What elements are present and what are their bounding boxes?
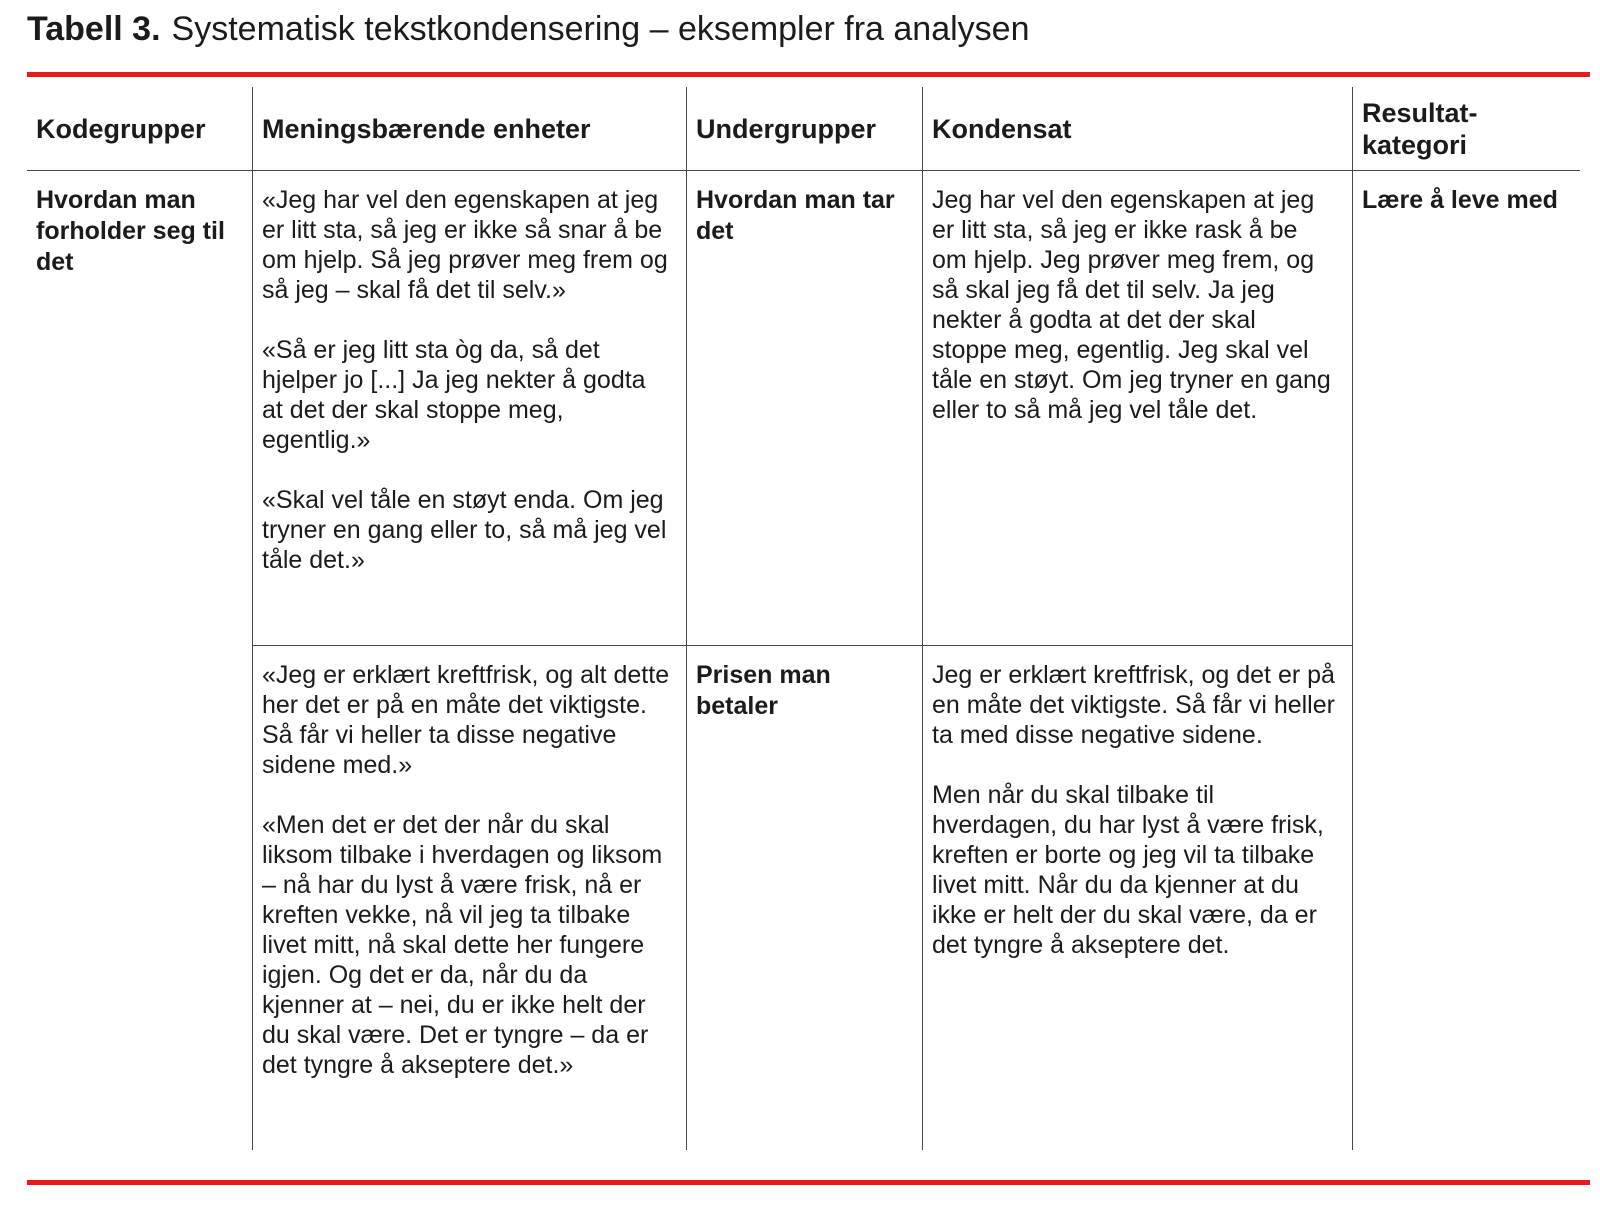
top-red-rule <box>27 72 1590 77</box>
cell-undergruppe-1: Hvordan man tar det <box>686 171 922 646</box>
header-kodegrupper: Kodegrupper <box>27 87 252 171</box>
cell-resultatkategori: Lære å leve med <box>1352 171 1580 1150</box>
table-caption-label: Tabell 3. <box>27 10 161 48</box>
header-undergrupper: Undergrupper <box>686 87 922 171</box>
table-caption-text: Systematisk tekstkondensering – eksempler fra analysen <box>171 10 1030 48</box>
bottom-red-rule <box>27 1180 1590 1185</box>
header-meningsbaerende-enheter: Meningsbærende enheter <box>252 87 686 171</box>
cell-meaning-units-1: «Jeg har vel den egenskapen at jeg er litt sta, så jeg er ikke så snar å be om hjelp. Så jeg prøver meg frem og så jeg – skal få det til selv.» «Så er jeg litt sta òg da, så det hjelper jo [...] Ja jeg nekter å godta at det der skal stoppe meg, egentlig.» «Skal vel tåle en støyt enda. Om jeg tryner en gang eller to, så må jeg vel tåle det.» <box>252 171 686 646</box>
table-caption <box>27 8 1030 50</box>
cell-undergruppe-2: Prisen man betaler <box>686 646 922 1150</box>
header-kondensat: Kondensat <box>922 87 1352 171</box>
cell-kondensat-2: Jeg er erklært kreftfrisk, og det er på en måte det viktigste. Så får vi heller ta med disse negative sidene. Men når du skal tilbake til hverdagen, du har lyst å være frisk, kreften er borte og jeg vil ta tilbake livet mitt. Når du da kjenner at du ikke er helt der du skal være, da er det tyngre å akseptere det. <box>922 646 1352 1150</box>
analysis-table <box>27 87 1580 1150</box>
header-resultatkategori: Resultat-kategori <box>1352 87 1580 171</box>
cell-kodegruppe: Hvordan man forholder seg til det <box>36 186 225 276</box>
cell-meaning-units-2: «Jeg er erklært kreftfrisk, og alt dette her det er på en måte det viktigste. Så får vi heller ta disse negative sidene med.» «Men det er det der når du skal liksom tilbake i hverdagen og liksom – nå har du lyst å være frisk, nå er kreften vekke, nå vil jeg ta tilbake livet mitt, nå skal dette her fungere igjen. Og det er da, når du da kjenner at – nei, du er ikke helt der du skal være. Det er tyngre – da er det tyngre å akseptere det.» <box>252 646 686 1150</box>
cell-kondensat-1: Jeg har vel den egenskapen at jeg er litt sta, så jeg er ikke rask å be om hjelp. Jeg prøver meg frem, og så skal jeg få det til selv. Ja jeg nekter å godta at det der skal stoppe meg, egentlig. Jeg skal vel tåle en støyt. Om jeg tryner en gang eller to så må jeg vel tåle det. <box>922 171 1352 646</box>
